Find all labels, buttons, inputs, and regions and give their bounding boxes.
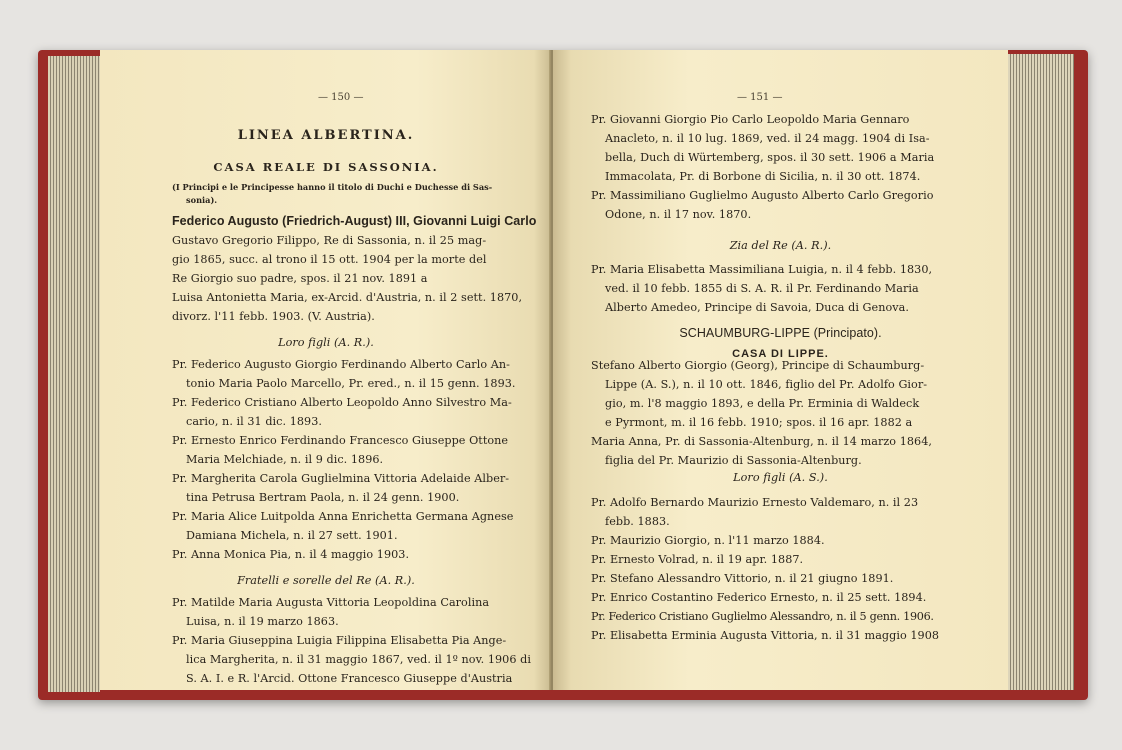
section-title: LINEA ALBERTINA. xyxy=(237,128,415,143)
prince-schaumburg-line: Lippe (A. S.), n. il 10 ott. 1846, figlio del Pr. Adolfo Gior- xyxy=(605,378,928,391)
child-line-lippe: Pr. Maurizio Giorgio, n. l'11 marzo 1884. xyxy=(591,534,825,547)
sibling-line: Pr. Matilde Maria Augusta Vittoria Leopoldina Carolina xyxy=(172,596,490,609)
siblings-heading: Fratelli e sorelle del Re (A. R.). xyxy=(237,574,415,587)
prince-schaumburg-line: Stefano Alberto Giorgio (Georg), Principe di Schaumburg- xyxy=(591,359,925,372)
aunt-line: Pr. Maria Elisabetta Massimiliana Luigia, n. il 4 febb. 1830, xyxy=(591,263,933,276)
child-line-lippe: febb. 1883. xyxy=(605,515,670,528)
children-heading: Loro figli (A. R.). xyxy=(278,336,374,349)
aunt-line: Alberto Amedeo, Principe di Savoia, Duca di Genova. xyxy=(605,301,909,314)
right-page xyxy=(553,50,1008,690)
child-line-lippe: Pr. Stefano Alessandro Vittorio, n. il 21 giugno 1891. xyxy=(591,572,894,585)
king-line: Re Giorgio suo padre, spos. il 21 nov. 1891 a xyxy=(172,272,428,285)
left-page-edges xyxy=(48,56,100,692)
child-line: Damiana Michela, n. il 27 sett. 1901. xyxy=(186,529,398,542)
child-line: Maria Melchiade, n. il 9 dic. 1896. xyxy=(186,453,384,466)
king-line: Gustavo Gregorio Filippo, Re di Sassonia, n. il 25 mag- xyxy=(172,234,487,247)
child-line: Pr. Maria Alice Luitpolda Anna Enrichetta Germana Agnese xyxy=(172,510,514,523)
child-line: Pr. Margherita Carola Guglielmina Vittoria Adelaide Alber- xyxy=(172,472,510,485)
child-line: tonio Maria Paolo Marcello, Pr. ered., n. il 15 genn. 1893. xyxy=(186,377,516,390)
child-line-lippe: Pr. Adolfo Bernardo Maurizio Ernesto Valdemaro, n. il 23 xyxy=(591,496,919,509)
queen-line: Luisa Antonietta Maria, ex-Arcid. d'Austria, n. il 2 sett. 1870, xyxy=(172,291,523,304)
child-line: Pr. Anna Monica Pia, n. il 4 maggio 1903. xyxy=(172,548,410,561)
child-line: tina Petrusa Bertram Paola, n. il 24 genn. 1900. xyxy=(186,491,460,504)
house-title-lippe: CASA DI LIPPE. xyxy=(732,348,829,360)
page-number-left: — 150 — xyxy=(318,92,364,103)
princess-line: Maria Anna, Pr. di Sassonia-Altenburg, n. il 14 marzo 1864, xyxy=(591,435,932,448)
prince-line: Immacolata, Pr. di Borbone di Sicilia, n. il 30 ott. 1874. xyxy=(605,170,921,183)
child-line: Pr. Ernesto Enrico Ferdinando Francesco Giuseppe Ottone xyxy=(172,434,509,447)
prince-line: bella, Duch di Würtemberg, spos. il 30 sett. 1906 a Maria xyxy=(605,151,935,164)
child-line-lippe: Pr. Federico Cristiano Guglielmo Alessandro, n. il 5 genn. 1906. xyxy=(591,610,934,623)
sibling-line: lica Margherita, n. il 31 maggio 1867, ved. il 1º nov. 1906 di xyxy=(186,653,531,666)
note-line: (I Principi e le Principesse hanno il titolo di Duchi e Duchesse di Sas- xyxy=(172,182,493,192)
aunt-line: ved. il 10 febb. 1855 di S. A. R. il Pr. Ferdinando Maria xyxy=(605,282,919,295)
prince-line: Anacleto, n. il 10 lug. 1869, ved. il 24 magg. 1904 di Isa- xyxy=(605,132,930,145)
princess-line: figlia del Pr. Maurizio di Sassonia-Altenburg. xyxy=(605,454,862,467)
king-line-name: Federico Augusto (Friedrich-August) III, Giovanni Luigi Carlo xyxy=(172,214,537,228)
child-line-lippe: Pr. Elisabetta Erminia Augusta Vittoria, n. il 31 maggio 1908 xyxy=(591,629,940,642)
sibling-line: Luisa, n. il 19 marzo 1863. xyxy=(186,615,339,628)
child-line: Pr. Federico Augusto Giorgio Ferdinando Alberto Carlo An- xyxy=(172,358,510,371)
right-page-edges xyxy=(1008,54,1074,690)
children-heading-lippe: Loro figli (A. S.). xyxy=(733,471,828,484)
page-number-right: — 151 — xyxy=(737,92,783,103)
house-title: CASA REALE DI SASSONIA. xyxy=(213,160,439,174)
child-line: Pr. Federico Cristiano Alberto Leopoldo Anno Silvestro Ma- xyxy=(172,396,512,409)
left-page xyxy=(100,50,552,690)
prince-line: Pr. Giovanni Giorgio Pio Carlo Leopoldo Maria Gennaro xyxy=(591,113,910,126)
sibling-line: Pr. Maria Giuseppina Luigia Filippina Elisabetta Pia Ange- xyxy=(172,634,507,647)
king-line: gio 1865, succ. al trono il 15 ott. 1904 per la morte del xyxy=(172,253,487,266)
prince-schaumburg-line: gio, m. l'8 maggio 1893, e della Pr. Erminia di Waldeck xyxy=(605,397,920,410)
child-line-lippe: Pr. Ernesto Volrad, n. il 19 apr. 1887. xyxy=(591,553,804,566)
note-line: sonia). xyxy=(186,195,218,205)
sibling-line: S. A. I. e R. l'Arcid. Ottone Francesco Giuseppe d'Austria xyxy=(186,672,513,685)
prince-line: Pr. Massimiliano Guglielmo Augusto Alberto Carlo Gregorio xyxy=(591,189,934,202)
child-line: cario, n. il 31 dic. 1893. xyxy=(186,415,322,428)
principality-title: SCHAUMBURG-LIPPE (Principato). xyxy=(679,326,882,340)
queen-line: divorz. l'11 febb. 1903. (V. Austria). xyxy=(172,310,375,323)
aunt-heading: Zia del Re (A. R.). xyxy=(729,239,832,252)
prince-schaumburg-line: e Pyrmont, m. il 16 febb. 1910; spos. il 16 apr. 1882 a xyxy=(605,416,913,429)
child-line-lippe: Pr. Enrico Costantino Federico Ernesto, n. il 25 sett. 1894. xyxy=(591,591,927,604)
prince-line: Odone, n. il 17 nov. 1870. xyxy=(605,208,752,221)
